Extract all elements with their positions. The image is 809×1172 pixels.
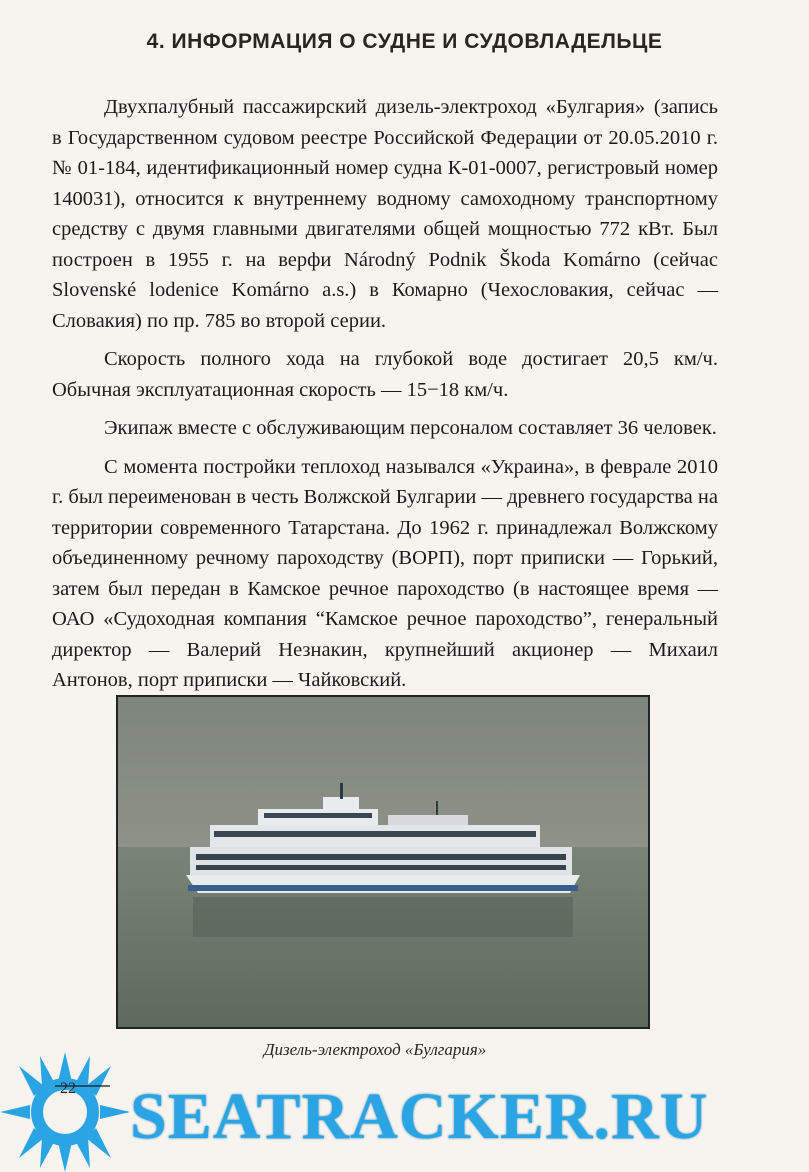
sun-burst-icon [0,1052,130,1172]
body-text [52,92,718,704]
watermark-text: SEATRACKER.RU [130,1080,709,1153]
paragraph-history: С момента постройки теплоход назывался «Украина», в феврале 2010 г. был переименован в честь Волжской Булгарии — древнего государства на территории современного Татарстана. До 1962 г. принадлежал Волжскому объединенному речному пароходству (ВОРП), порт приписки — Горький, затем был передан в Камское речное пароходство (в настоящее время — ОАО «Судоходная компания “Камское речное пароходство”, генеральный директор — Валерий Незнакин, крупнейший акционер — Михаил Антонов, порт приписки — Чайковский. [52,455,718,691]
section-heading: 4. ИНФОРМАЦИЯ О СУДНЕ И СУДОВЛАДЕЛЬЦЕ [146,30,663,53]
page-number: 22 [60,1080,76,1097]
paragraph-crew: Экипаж вместе с обслуживающим персоналом составляет 36 человек. [104,417,717,439]
paragraph-vessel-description: Двухпалубный пассажирский дизель-электроход «Булгария» (запись в Государственном судовом реестре Российской Федерации от 20.05.2010 г. № 01-184, идентификационный номер судна К-01-0007, регистровый номер 140031), относится к внутреннему водному самоходному транспортному средству с двумя главными двигателями общей мощностью 772 кВт. Был построен в 1955 г. на верфи Národný Podnik Škoda Komárno (сейчас Slovenské lodenice Komárno a.s.) в Комарно (Чехословакия, сейчас — Словакия) по пр. 785 во второй серии. [52,96,718,332]
photo-caption: Дизель-электроход «Булгария» [263,1040,487,1059]
ship-photo-illustration [118,697,648,1027]
ship-photo [116,695,650,1029]
paragraph-speed: Скорость полного хода на глубокой воде достигает 20,5 км/ч. Обычная эксплуатационная скорость — 15−18 км/ч. [52,348,718,401]
